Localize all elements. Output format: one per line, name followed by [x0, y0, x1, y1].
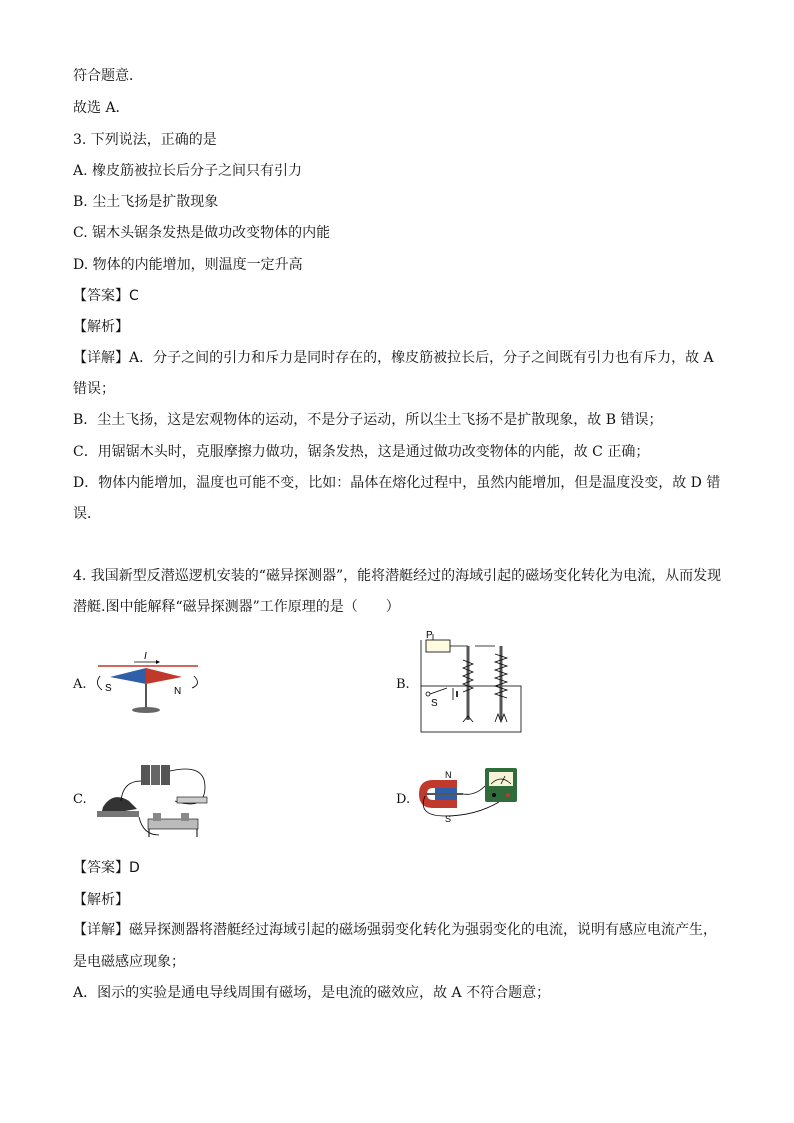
- detail-line: A．图示的实验是通电导线周围有磁场，是电流的磁效应，故 A 不符合题意；: [73, 985, 551, 1001]
- detail-line: D．物体内能增加，温度也可能不变，比如：晶体在熔化过程中，虽然内能增加，但是温度没变，故 D 错: [73, 475, 721, 491]
- answer-label: 【答案】C: [73, 288, 139, 304]
- option-a-label: A.: [73, 677, 87, 692]
- figure-d-generator: [415, 766, 525, 830]
- s-pole-label: S: [105, 683, 112, 694]
- rheostat-label: P: [426, 630, 433, 641]
- detail-line: C．用锯锯木头时，克服摩擦力做功，锯条发热，这是通过做功改变物体的内能，故 C 正确；: [73, 444, 650, 460]
- option-b-label: B.: [396, 677, 410, 692]
- detail-line: B．尘土飞扬，这是宏观物体的运动，不是分子运动，所以尘土飞扬不是扩散现象，故 B 错误；: [73, 412, 663, 428]
- question-3-stem: 3. 下列说法，正确的是: [73, 132, 217, 148]
- detail-line: 【详解】A．分子之间的引力和斥力是同时存在的，橡皮筋被拉长后，分子之间既有引力也有斥力，故 A: [73, 350, 714, 366]
- text-line: 符合题意．: [73, 68, 143, 84]
- n-pole-label: N: [445, 770, 452, 780]
- figure-b-electromagnet: [413, 630, 525, 735]
- answer-label: 【答案】D: [73, 860, 140, 876]
- question-4-stem: 4. 我国新型反潜巡逻机安装的“磁异探测器”，能将潜艇经过的海域引起的磁场变化转化为电流，从而发现: [73, 568, 722, 584]
- figure-a-compass: [90, 646, 210, 721]
- detail-line: 是电磁感应现象；: [73, 954, 185, 970]
- switch-label: S: [431, 698, 438, 709]
- option-c: C. 锯木头锯条发热是做功改变物体的内能: [73, 225, 331, 241]
- option-d-label: D.: [396, 792, 411, 807]
- text-line: 故选 A．: [73, 100, 130, 116]
- option-c-label: C.: [73, 792, 87, 807]
- n-pole-label: N: [174, 686, 182, 697]
- analysis-label: 【解析】: [73, 319, 129, 335]
- detail-line: 【详解】磁异探测器将潜艇经过海域引起的磁场强弱变化转化为强弱变化的电流，说明有感应电流产生，: [73, 922, 717, 938]
- analysis-label: 【解析】: [73, 892, 129, 908]
- figure-c-motor-circuit: [93, 757, 215, 842]
- option-d: D. 物体的内能增加，则温度一定升高: [73, 257, 303, 273]
- option-b: B. 尘土飞扬是扩散现象: [73, 194, 219, 210]
- question-4-stem: 潜艇.图中能解释“磁异探测器”工作原理的是（ ）: [73, 599, 400, 615]
- detail-line: 误．: [73, 506, 101, 522]
- option-a: A. 橡皮筋被拉长后分子之间只有引力: [73, 163, 303, 179]
- detail-line: 错误；: [73, 381, 115, 397]
- s-pole-label: S: [445, 814, 452, 824]
- current-label: I: [144, 651, 147, 662]
